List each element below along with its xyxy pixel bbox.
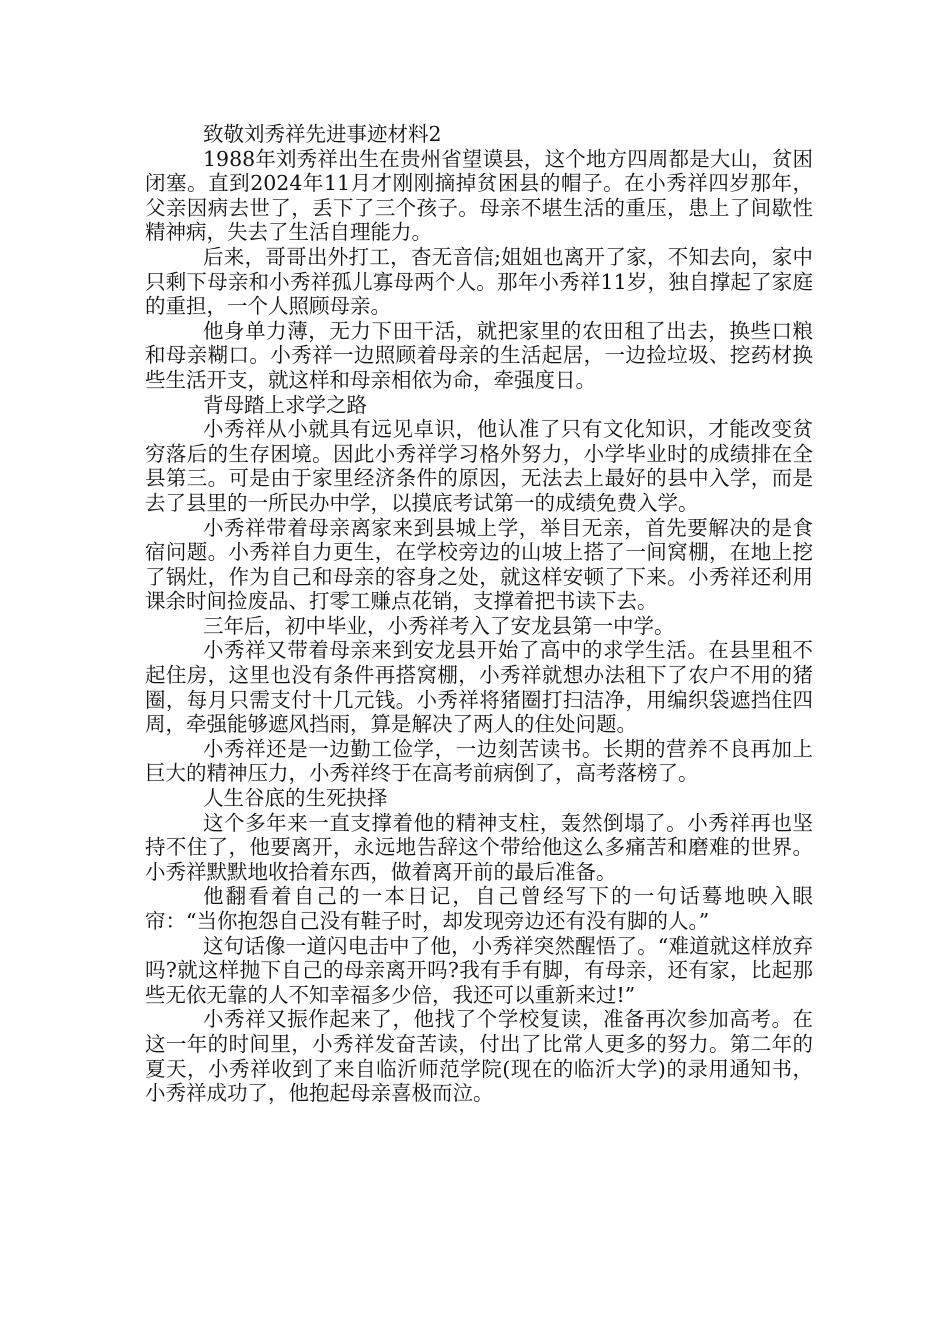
paragraph: 这个多年来一直支撑着他的精神支柱，轰然倒塌了。小秀祥再也坚持不住了，他要离开，永远地告辞这个带给他这么多痛苦和磨难的世界。小秀祥默默地收拾着东西，做着离开前的最后准备。 <box>145 810 813 884</box>
paragraph: 小秀祥带着母亲离家来到县城上学，举目无亲，首先要解决的是食宿问题。小秀祥自力更生，在学校旁边的山坡上搭了一间窝棚，在地上挖了锅灶，作为自己和母亲的容身之处，就这样安顿了下来。小秀祥还利用课余时间捡废品、打零工赚点花销，支撑着把书读下去。 <box>145 515 813 614</box>
paragraph: 小秀祥又带着母亲来到安龙县开始了高中的求学生活。在县里租不起住房，这里也没有条件再搭窝棚，小秀祥就想办法租下了农户不用的猪圈，每月只需支付十几元钱。小秀祥将猪圈打扫洁净，用编织袋遮挡住四周，牵强能够遮风挡雨，算是解决了两人的住处问题。 <box>145 638 813 737</box>
section-heading: 人生谷底的生死抉择 <box>203 786 388 811</box>
paragraph: 小秀祥还是一边勤工俭学，一边刻苦读书。长期的营养不良再加上巨大的精神压力，小秀祥终于在高考前病倒了，高考落榜了。 <box>145 736 813 786</box>
paragraph: 小秀祥又振作起来了，他找了个学校复读，准备再次参加高考。在这一年的时间里，小秀祥发奋苦读，付出了比常人更多的努力。第二年的夏天，小秀祥收到了来自临沂师范学院(现在的临沂大学)的录用通知书，小秀祥成功了，他抱起母亲喜极而泣。 <box>145 1007 813 1106</box>
paragraph: 后来，哥哥出外打工，杳无音信;姐姐也离开了家，不知去向，家中只剩下母亲和小秀祥孤儿寡母两个人。那年小秀祥11岁，独自撑起了家庭的重担，一个人照顾母亲。 <box>145 244 813 319</box>
document-title: 致敬刘秀祥先进事迹材料2 <box>203 122 442 146</box>
paragraph: 1988年刘秀祥出生在贵州省望谟县，这个地方四周都是大山，贫困闭塞。直到2024年11月才刚刚摘掉贫困县的帽子。在小秀祥四岁那年，父亲因病去世了，丢下了三个孩子。母亲不堪生活的重压，患上了间歇性精神病，失去了生活自理能力。 <box>145 146 813 245</box>
paragraph: 这句话像一道闪电击中了他，小秀祥突然醒悟了。“难道就这样放弃吗?就这样抛下自己的母亲离开吗?我有手有脚，有母亲，还有家，比起那些无依无靠的人不知幸福多少倍，我还可以重新来过!” <box>145 933 813 1007</box>
paragraph: 小秀祥从小就具有远见卓识，他认准了只有文化知识，才能改变贫穷落后的生存困境。因此小秀祥学习格外努力，小学毕业时的成绩排在全县第三。可是由于家里经济条件的原因，无法去上最好的县中入学，而是去了县里的一所民办中学，以摸底考试第一的成绩免费入学。 <box>145 417 813 515</box>
section-heading: 背母踏上求学之路 <box>203 392 367 417</box>
document-body <box>145 122 813 1106</box>
paragraph: 他翻看着自己的一本日记，自己曾经写下的一句话蓦地映入眼帘：“当你抱怨自己没有鞋子时，却发现旁边还有没有脚的人。” <box>145 884 813 933</box>
paragraph: 三年后，初中毕业，小秀祥考入了安龙县第一中学。 <box>203 613 675 638</box>
paragraph: 他身单力薄，无力下田干活，就把家里的农田租了出去，换些口粮和母亲糊口。小秀祥一边照顾着母亲的生活起居，一边捡垃圾、挖药材换些生活开支，就这样和母亲相依为命，牵强度日。 <box>145 318 813 392</box>
